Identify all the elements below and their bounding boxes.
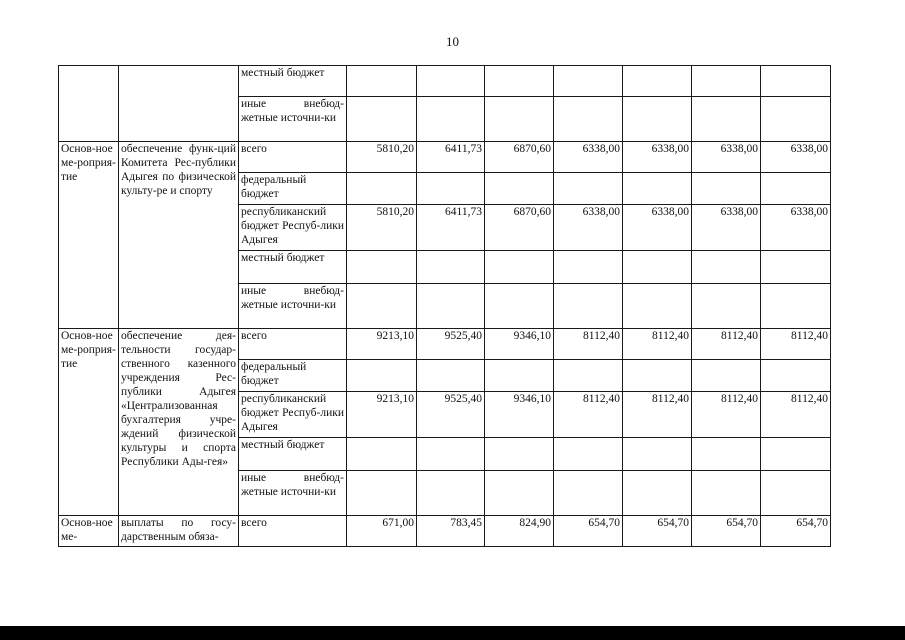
amount-cell (554, 284, 623, 329)
amount-cell: 6338,00 (554, 205, 623, 251)
table-row (59, 516, 831, 547)
amount-cell (485, 173, 554, 205)
amount-cell: 8112,40 (761, 329, 831, 360)
amount-cell: 9213,10 (347, 392, 417, 438)
amount-cell (623, 66, 692, 97)
activity-description-cell: обеспечение функ-ций Комитета Рес-публики Адыгея по физической культу-ре и спорту (119, 142, 239, 329)
amount-cell: 6411,73 (417, 205, 485, 251)
amount-cell: 783,45 (417, 516, 485, 547)
amount-cell (623, 97, 692, 142)
amount-cell (623, 251, 692, 284)
funding-source-cell: иные внебюд-жетные источни-ки (239, 97, 347, 142)
amount-cell (761, 471, 831, 516)
amount-cell (347, 97, 417, 142)
amount-cell (623, 360, 692, 392)
activity-type-cell: Основ-ное ме-роприя-тие (59, 142, 119, 329)
amount-cell (347, 360, 417, 392)
table-row (59, 66, 831, 97)
amount-cell: 5810,20 (347, 142, 417, 173)
amount-cell: 9525,40 (417, 392, 485, 438)
amount-cell (554, 173, 623, 205)
activity-type-cell: Основ-ное ме-роприя-тие (59, 329, 119, 516)
amount-cell (347, 251, 417, 284)
amount-cell: 6870,60 (485, 205, 554, 251)
budget-table (58, 65, 831, 547)
activity-type-cell (59, 66, 119, 142)
amount-cell (417, 438, 485, 471)
amount-cell: 8112,40 (692, 329, 761, 360)
amount-cell: 8112,40 (761, 392, 831, 438)
amount-cell (692, 438, 761, 471)
amount-cell (485, 66, 554, 97)
amount-cell: 654,70 (554, 516, 623, 547)
amount-cell (623, 173, 692, 205)
amount-cell (485, 360, 554, 392)
amount-cell (761, 284, 831, 329)
table-row (59, 142, 831, 173)
amount-cell (692, 251, 761, 284)
amount-cell (692, 66, 761, 97)
amount-cell (692, 471, 761, 516)
funding-source-cell: республиканский бюджет Респуб-лики Адыгея (239, 205, 347, 251)
amount-cell (347, 284, 417, 329)
amount-cell: 6338,00 (692, 205, 761, 251)
amount-cell: 654,70 (623, 516, 692, 547)
amount-cell (417, 284, 485, 329)
amount-cell (417, 173, 485, 205)
amount-cell: 6338,00 (623, 142, 692, 173)
scan-bottom-bar (0, 626, 905, 640)
funding-source-cell: местный бюджет (239, 438, 347, 471)
amount-cell (692, 284, 761, 329)
amount-cell (347, 438, 417, 471)
funding-source-cell: республиканский бюджет Респуб-лики Адыгея (239, 392, 347, 438)
funding-source-cell: федеральный бюджет (239, 360, 347, 392)
amount-cell (623, 284, 692, 329)
activity-description-cell: обеспечение дея-тельности государ-ственного казенного учреждения Рес-публики Адыгея «Централизованная бухгалтерия учре-ждений физической культуры и спорта Республики Ады-гея» (119, 329, 239, 516)
amount-cell (485, 438, 554, 471)
amount-cell (761, 173, 831, 205)
amount-cell (417, 97, 485, 142)
amount-cell (417, 66, 485, 97)
funding-source-cell: иные внебюд-жетные источни-ки (239, 284, 347, 329)
amount-cell: 6338,00 (554, 142, 623, 173)
amount-cell (554, 251, 623, 284)
amount-cell (692, 97, 761, 142)
funding-source-cell: всего (239, 516, 347, 547)
funding-source-cell: всего (239, 329, 347, 360)
amount-cell: 6338,00 (623, 205, 692, 251)
activity-description-cell: выплаты по госу-дарственным обяза- (119, 516, 239, 547)
amount-cell (761, 360, 831, 392)
amount-cell (554, 471, 623, 516)
amount-cell (417, 360, 485, 392)
amount-cell (761, 438, 831, 471)
amount-cell (623, 438, 692, 471)
activity-description-cell (119, 66, 239, 142)
funding-source-cell: иные внебюд-жетные источни-ки (239, 471, 347, 516)
amount-cell (485, 251, 554, 284)
amount-cell (417, 471, 485, 516)
amount-cell (554, 66, 623, 97)
amount-cell (692, 360, 761, 392)
amount-cell: 6870,60 (485, 142, 554, 173)
amount-cell: 8112,40 (623, 329, 692, 360)
amount-cell: 9346,10 (485, 329, 554, 360)
amount-cell: 654,70 (761, 516, 831, 547)
amount-cell: 9525,40 (417, 329, 485, 360)
funding-source-cell: всего (239, 142, 347, 173)
amount-cell: 6338,00 (761, 142, 831, 173)
amount-cell: 8112,40 (554, 329, 623, 360)
amount-cell: 9346,10 (485, 392, 554, 438)
amount-cell (347, 66, 417, 97)
amount-cell: 6411,73 (417, 142, 485, 173)
amount-cell (623, 471, 692, 516)
amount-cell: 5810,20 (347, 205, 417, 251)
amount-cell: 8112,40 (692, 392, 761, 438)
amount-cell (347, 471, 417, 516)
amount-cell (554, 97, 623, 142)
funding-source-cell: местный бюджет (239, 66, 347, 97)
amount-cell (347, 173, 417, 205)
funding-source-cell: местный бюджет (239, 251, 347, 284)
amount-cell: 671,00 (347, 516, 417, 547)
table-row (59, 329, 831, 360)
amount-cell: 8112,40 (554, 392, 623, 438)
amount-cell: 824,90 (485, 516, 554, 547)
amount-cell: 6338,00 (692, 142, 761, 173)
amount-cell (761, 97, 831, 142)
amount-cell (692, 173, 761, 205)
amount-cell (485, 284, 554, 329)
amount-cell: 8112,40 (623, 392, 692, 438)
amount-cell (761, 251, 831, 284)
amount-cell (485, 471, 554, 516)
amount-cell (554, 438, 623, 471)
amount-cell: 654,70 (692, 516, 761, 547)
amount-cell (485, 97, 554, 142)
amount-cell: 6338,00 (761, 205, 831, 251)
amount-cell (761, 66, 831, 97)
funding-source-cell: федеральный бюджет (239, 173, 347, 205)
amount-cell (554, 360, 623, 392)
amount-cell (417, 251, 485, 284)
amount-cell: 9213,10 (347, 329, 417, 360)
page-number: 10 (446, 34, 459, 49)
activity-type-cell: Основ-ное ме- (59, 516, 119, 547)
